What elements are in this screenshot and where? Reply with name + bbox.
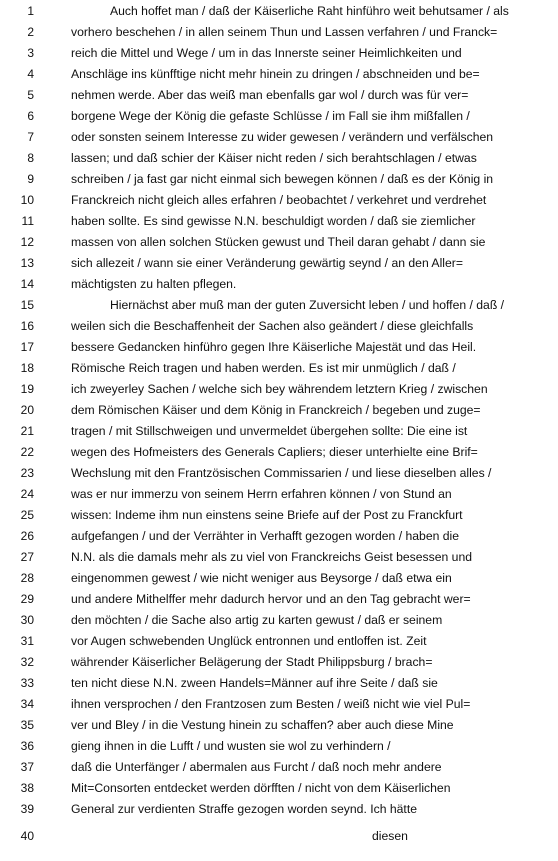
line-text: wissen: Indeme ihm nun einstens seine Briefe auf der Post zu Franckfurt [71, 508, 463, 522]
line-text: ten nicht diese N.N. zween Handels=Männer auf ihre Seite / daß sie [71, 676, 438, 690]
line-text: haben sollte. Es sind gewisse N.N. beschuldigt worden / daß sie ziemlicher [71, 214, 476, 228]
line-number: 4 [27, 67, 34, 81]
line-number: 21 [20, 424, 34, 438]
line-number: 10 [20, 193, 34, 207]
text-line [0, 799, 558, 820]
text-line [0, 85, 558, 106]
text-line [0, 169, 558, 190]
line-text: nehmen werde. Aber das weiß man ebenfalls gar wol / durch was für ver= [71, 88, 469, 102]
text-line [0, 652, 558, 673]
line-number: 35 [20, 718, 34, 732]
line-text: währender Käiserlicher Belägerung der Stadt Philippsburg / brach= [71, 655, 433, 669]
line-text: aufgefangen / und der Verrähter in Verhafft gezogen worden / haben die [71, 529, 460, 543]
line-text: sich allezeit / wann sie einer Veränderung gewärtig seynd / an den Aller= [71, 256, 463, 270]
line-text: mächtigsten zu halten pflegen. [71, 277, 237, 291]
line-number: 19 [20, 382, 34, 396]
text-line [0, 694, 558, 715]
line-number: 3 [27, 46, 34, 60]
text-line [0, 253, 558, 274]
text-line [0, 610, 558, 631]
text-line [0, 736, 558, 757]
text-line [0, 211, 558, 232]
line-number: 24 [20, 487, 34, 501]
text-line [0, 463, 558, 484]
text-line [0, 337, 558, 358]
line-text: oder sonsten seinem Interesse zu wider gewesen / verändern und verfälschen [71, 130, 494, 144]
catchword: diesen [372, 829, 408, 843]
line-text: weilen sich die Beschaffenheit der Sachen also geändert / diese gleichfalls [71, 319, 474, 333]
line-number: 25 [20, 508, 34, 522]
line-text: daß die Unterfänger / abermalen aus Furcht / daß noch mehr andere [71, 760, 442, 774]
line-number: 27 [20, 550, 34, 564]
text-line [0, 757, 558, 778]
line-number: 30 [20, 613, 34, 627]
text-line [0, 232, 558, 253]
text-line [0, 589, 558, 610]
line-text: ich zweyerley Sachen / welche sich bey währendem letztern Krieg / zwischen [71, 382, 488, 396]
line-text: Römische Reich tragen und haben werden. Es ist mir unmüglich / daß / [71, 361, 456, 375]
text-line [0, 826, 558, 847]
line-number: 7 [27, 130, 34, 144]
text-line [0, 43, 558, 64]
line-number: 29 [20, 592, 34, 606]
line-number: 36 [20, 739, 34, 753]
line-text: den möchten / die Sache also artig zu karten gewust / daß er seinem [71, 613, 443, 627]
line-text: schreiben / ja fast gar nicht einmal sich bewegen können / daß es der König in [71, 172, 494, 186]
line-number: 14 [20, 277, 34, 291]
text-line [0, 442, 558, 463]
line-text: ver und Bley / in die Vestung hinein zu schaffen? aber auch diese Mine [71, 718, 454, 732]
line-number: 8 [27, 151, 34, 165]
text-line [0, 295, 558, 316]
text-line [0, 673, 558, 694]
line-text: vorhero beschehen / in allen seinem Thun und Lassen verfahren / und Franck= [71, 25, 498, 39]
line-number: 32 [20, 655, 34, 669]
text-line [0, 379, 558, 400]
line-text: gieng ihnen in die Lufft / und wusten sie wol zu verhindern / [71, 739, 391, 753]
line-number: 26 [20, 529, 34, 543]
line-number: 37 [20, 760, 34, 774]
line-number: 17 [20, 340, 34, 354]
line-number: 12 [20, 235, 34, 249]
line-text: ihnen versprochen / den Frantzosen zum Besten / weiß nicht wie viel Pul= [71, 697, 471, 711]
line-number: 15 [20, 298, 34, 312]
text-line [0, 568, 558, 589]
text-line [0, 484, 558, 505]
text-line [0, 127, 558, 148]
line-number: 9 [27, 172, 34, 186]
line-text: tragen / mit Stillschweigen und unvermeldet übergehen sollte: Die eine ist [71, 424, 468, 438]
line-text: General zur verdienten Straffe gezogen worden seynd. Ich hätte [71, 802, 417, 816]
line-number: 18 [20, 361, 34, 375]
text-line [0, 1, 558, 22]
text-line [0, 22, 558, 43]
line-text: borgene Wege der König die gefaste Schlüsse / im Fall sie ihm mißfallen / [71, 109, 470, 123]
text-line [0, 421, 558, 442]
text-line [0, 778, 558, 799]
line-text: vor Augen schwebenden Unglück entronnen und entloffen ist. Zeit [71, 634, 427, 648]
line-text: Wechslung mit den Frantzösischen Commissarien / und liese dieselben alles / [71, 466, 492, 480]
line-text: lassen; und daß schier der Käiser nicht reden / sich berahtschlagen / etwas [71, 151, 477, 165]
text-line [0, 631, 558, 652]
line-number: 33 [20, 676, 34, 690]
text-line [0, 526, 558, 547]
line-number: 39 [20, 802, 34, 816]
text-line [0, 64, 558, 85]
line-number: 16 [20, 319, 34, 333]
line-text: Auch hoffet man / daß der Käiserliche Raht hinführo weit behutsamer / als [110, 4, 509, 18]
line-text: Franckreich nicht gleich alles erfahren / beobachtet / verkehret und verdrehet [71, 193, 487, 207]
text-line [0, 274, 558, 295]
line-text: bessere Gedancken hinführo gegen Ihre Käiserliche Majestät und das Heil. [71, 340, 477, 354]
line-text: reich die Mittel und Wege / um in das Innerste seiner Heimlichkeiten und [71, 46, 462, 60]
text-line [0, 715, 558, 736]
line-number: 31 [20, 634, 34, 648]
line-text: eingenommen gewest / wie nicht weniger aus Beysorge / daß etwa ein [71, 571, 452, 585]
line-text: massen von allen solchen Stücken gewust und Theil daran gehabt / dann sie [71, 235, 486, 249]
line-text: dem Römischen Käiser und dem König in Franckreich / begeben und zuge= [71, 403, 481, 417]
line-text: N.N. als die damals mehr als zu viel von Franckreichs Geist besessen und [71, 550, 473, 564]
text-line [0, 505, 558, 526]
text-line [0, 400, 558, 421]
line-number: 5 [27, 88, 34, 102]
line-text: Hiernächst aber muß man der guten Zuversicht leben / und hoffen / daß / [110, 298, 505, 312]
line-number: 23 [20, 466, 34, 480]
line-number: 40 [20, 829, 34, 843]
text-line [0, 148, 558, 169]
line-text: Mit=Consorten entdecket werden dörfften / nicht von dem Käiserlichen [71, 781, 451, 795]
line-number: 20 [20, 403, 34, 417]
line-number: 1 [27, 4, 34, 18]
line-number: 34 [20, 697, 34, 711]
line-text: was er nur immerzu von seinem Herrn erfahren können / von Stund an [71, 487, 452, 501]
text-line [0, 316, 558, 337]
text-line [0, 190, 558, 211]
text-line [0, 106, 558, 127]
line-number: 11 [21, 214, 34, 228]
line-number: 13 [20, 256, 34, 270]
line-number: 2 [27, 25, 34, 39]
line-number: 22 [20, 445, 34, 459]
line-number: 28 [20, 571, 34, 585]
text-line [0, 547, 558, 568]
line-text: wegen des Hofmeisters des Generals Capliers; dieser unterhielte eine Brif= [71, 445, 478, 459]
line-number: 6 [27, 109, 34, 123]
line-text: und andere Mithelffer mehr dadurch hervor und an den Tag gebracht wer= [71, 592, 471, 606]
text-line [0, 358, 558, 379]
line-number: 38 [20, 781, 34, 795]
line-text: Anschläge ins künfftige nicht mehr hinein zu dringen / abschneiden und be= [71, 67, 480, 81]
